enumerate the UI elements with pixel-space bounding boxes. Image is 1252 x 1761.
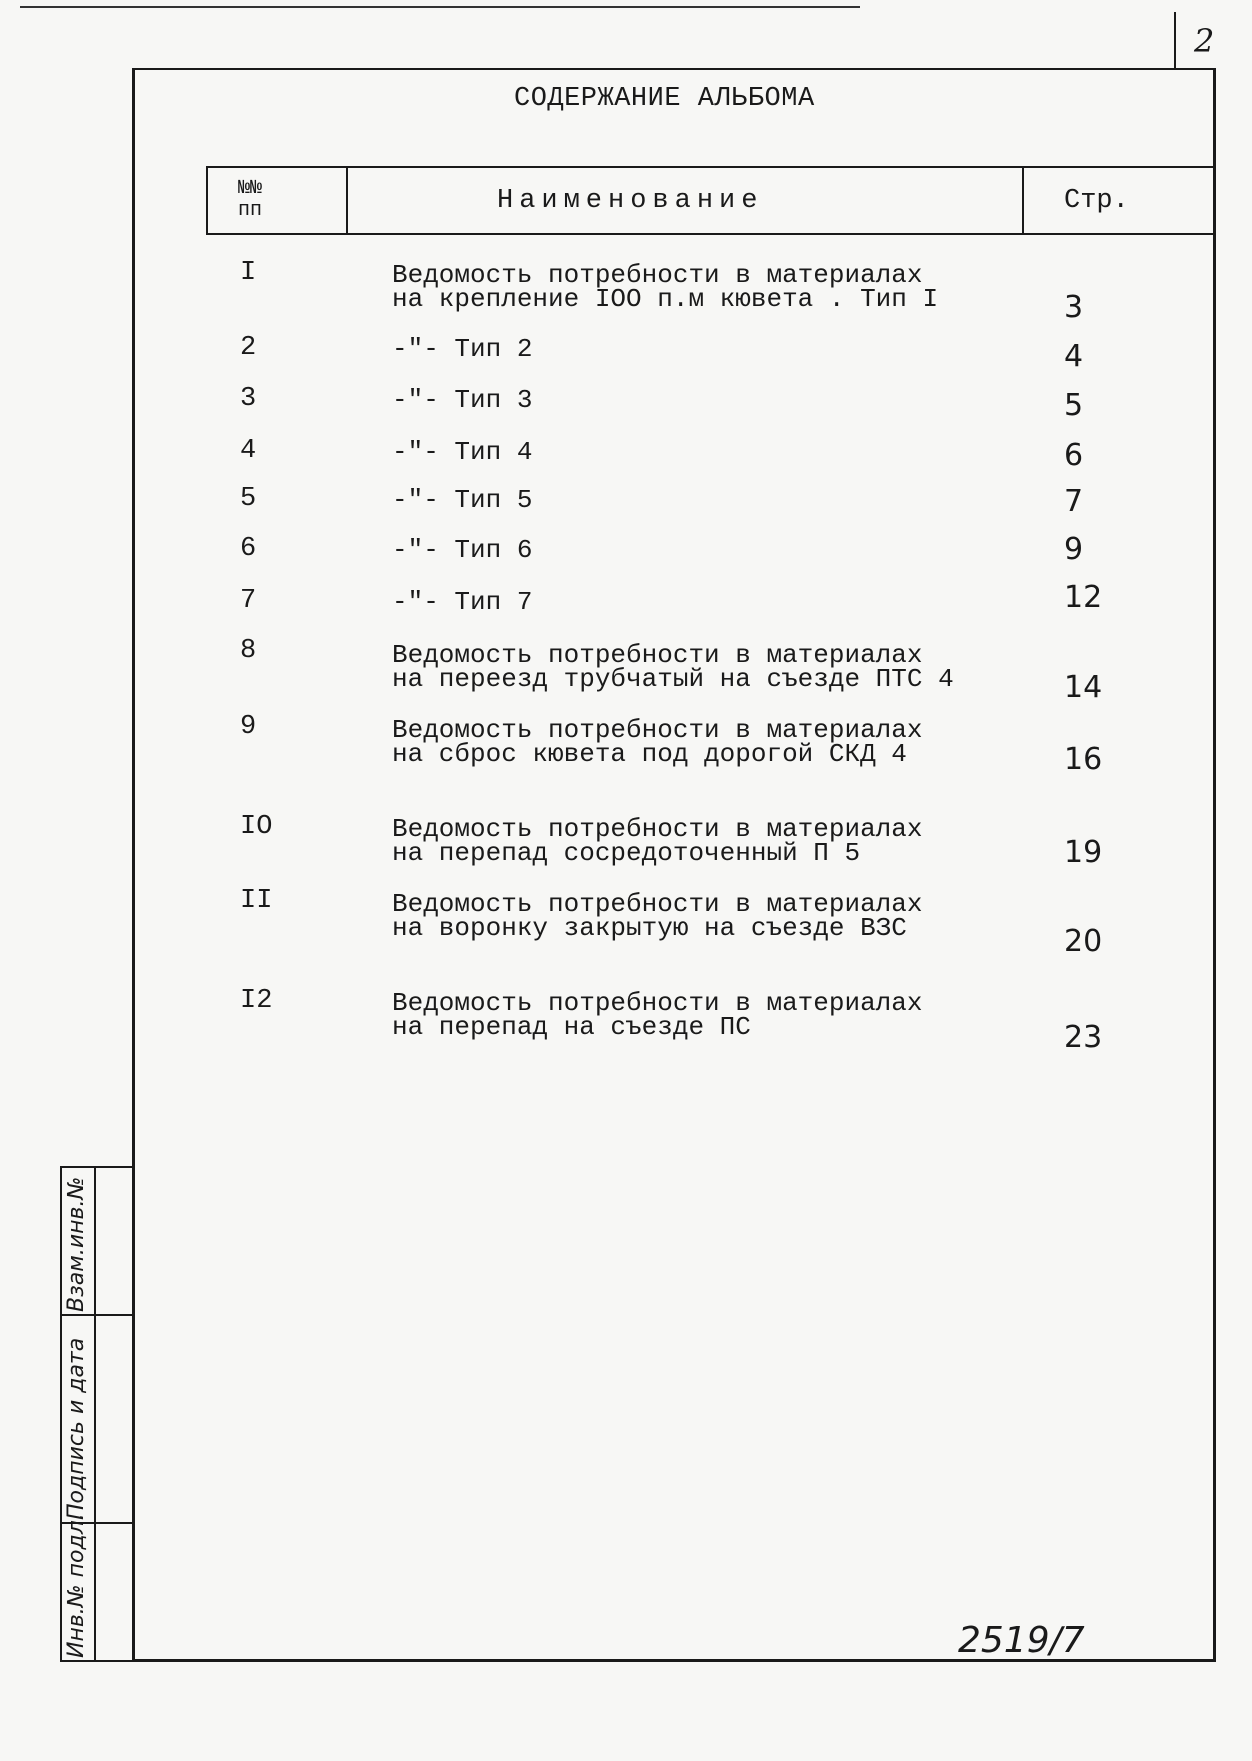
row-page: 9: [1064, 532, 1084, 567]
header-divider-page: [1022, 166, 1024, 235]
row-number: 5: [240, 484, 257, 514]
row-number: 7: [240, 586, 257, 616]
header-divider-num: [346, 166, 348, 235]
row-number: I2: [240, 986, 273, 1016]
row-title: -"- Тип 7: [392, 587, 533, 617]
sheet-number: 2: [1194, 22, 1215, 60]
header-num-column: [238, 178, 262, 222]
row-page: 6: [1064, 438, 1084, 473]
stamp-top-border: [60, 1166, 132, 1168]
row-title: Ведомость потребности в материалах на переезд трубчатый на съезде ПТС 4: [392, 640, 954, 694]
header-page-column: Стр.: [1064, 186, 1129, 216]
row-page: 14: [1064, 670, 1103, 705]
stamp-divider: [94, 1166, 96, 1662]
stamp-inv-podl: Инв.№ подл.: [64, 1513, 89, 1658]
header-name-column: Наименование: [497, 186, 764, 216]
top-scan-line: [20, 6, 860, 8]
row-title: -"- Тип 6: [392, 535, 533, 565]
header-num-line2: пп: [238, 199, 263, 222]
row-title: -"- Тип 2: [392, 334, 533, 364]
header-num-line1: №№: [238, 177, 263, 200]
row-page: 7: [1064, 484, 1084, 519]
sheet-number-divider: [1174, 12, 1176, 68]
approval-stamp: [60, 1166, 132, 1662]
row-page: 16: [1064, 742, 1103, 777]
row-number: I: [240, 258, 257, 288]
row-page: 19: [1064, 835, 1103, 870]
stamp-bottom-border: [60, 1660, 132, 1662]
row-title: Ведомость потребности в материалах на перепад сосредоточенный П 5: [392, 814, 923, 868]
row-number: 9: [240, 712, 257, 742]
row-page: 20: [1064, 924, 1103, 959]
row-title: Ведомость потребности в материалах на сброс кювета под дорогой СКД 4: [392, 715, 923, 769]
header-left-border: [206, 166, 208, 235]
header-bottom-rule: [206, 233, 1216, 235]
row-number: 8: [240, 636, 257, 666]
row-page: 4: [1064, 339, 1084, 374]
row-number: 4: [240, 436, 257, 466]
stamp-podpis-data: Подпись и дата: [64, 1337, 89, 1520]
row-number: 2: [240, 333, 257, 363]
album-code: 2519/7: [958, 1620, 1085, 1661]
row-title: Ведомость потребности в материалах на перепад на съезде ПС: [392, 988, 923, 1042]
stamp-left-border: [60, 1166, 62, 1662]
row-title: -"- Тип 3: [392, 385, 533, 415]
row-page: 3: [1064, 290, 1084, 325]
page-title: СОДЕРЖАНИЕ АЛЬБОМА: [514, 84, 815, 114]
stamp-vzam-inv: Взам.инв.№: [64, 1176, 89, 1312]
row-title: -"- Тип 4: [392, 437, 533, 467]
row-number: 3: [240, 384, 257, 414]
stamp-rule-1: [60, 1314, 132, 1316]
row-number: IO: [240, 812, 273, 842]
header-top-rule: [206, 166, 1216, 168]
row-title: -"- Тип 5: [392, 485, 533, 515]
row-title: Ведомость потребности в материалах на крепление IOO п.м кювета . Тип I: [392, 260, 939, 314]
row-page: 23: [1064, 1020, 1103, 1055]
row-number: 6: [240, 534, 257, 564]
row-page: 12: [1064, 580, 1103, 615]
row-number: II: [240, 886, 273, 916]
row-title: Ведомость потребности в материалах на воронку закрытую на съезде ВЗС: [392, 889, 923, 943]
row-page: 5: [1064, 388, 1084, 423]
